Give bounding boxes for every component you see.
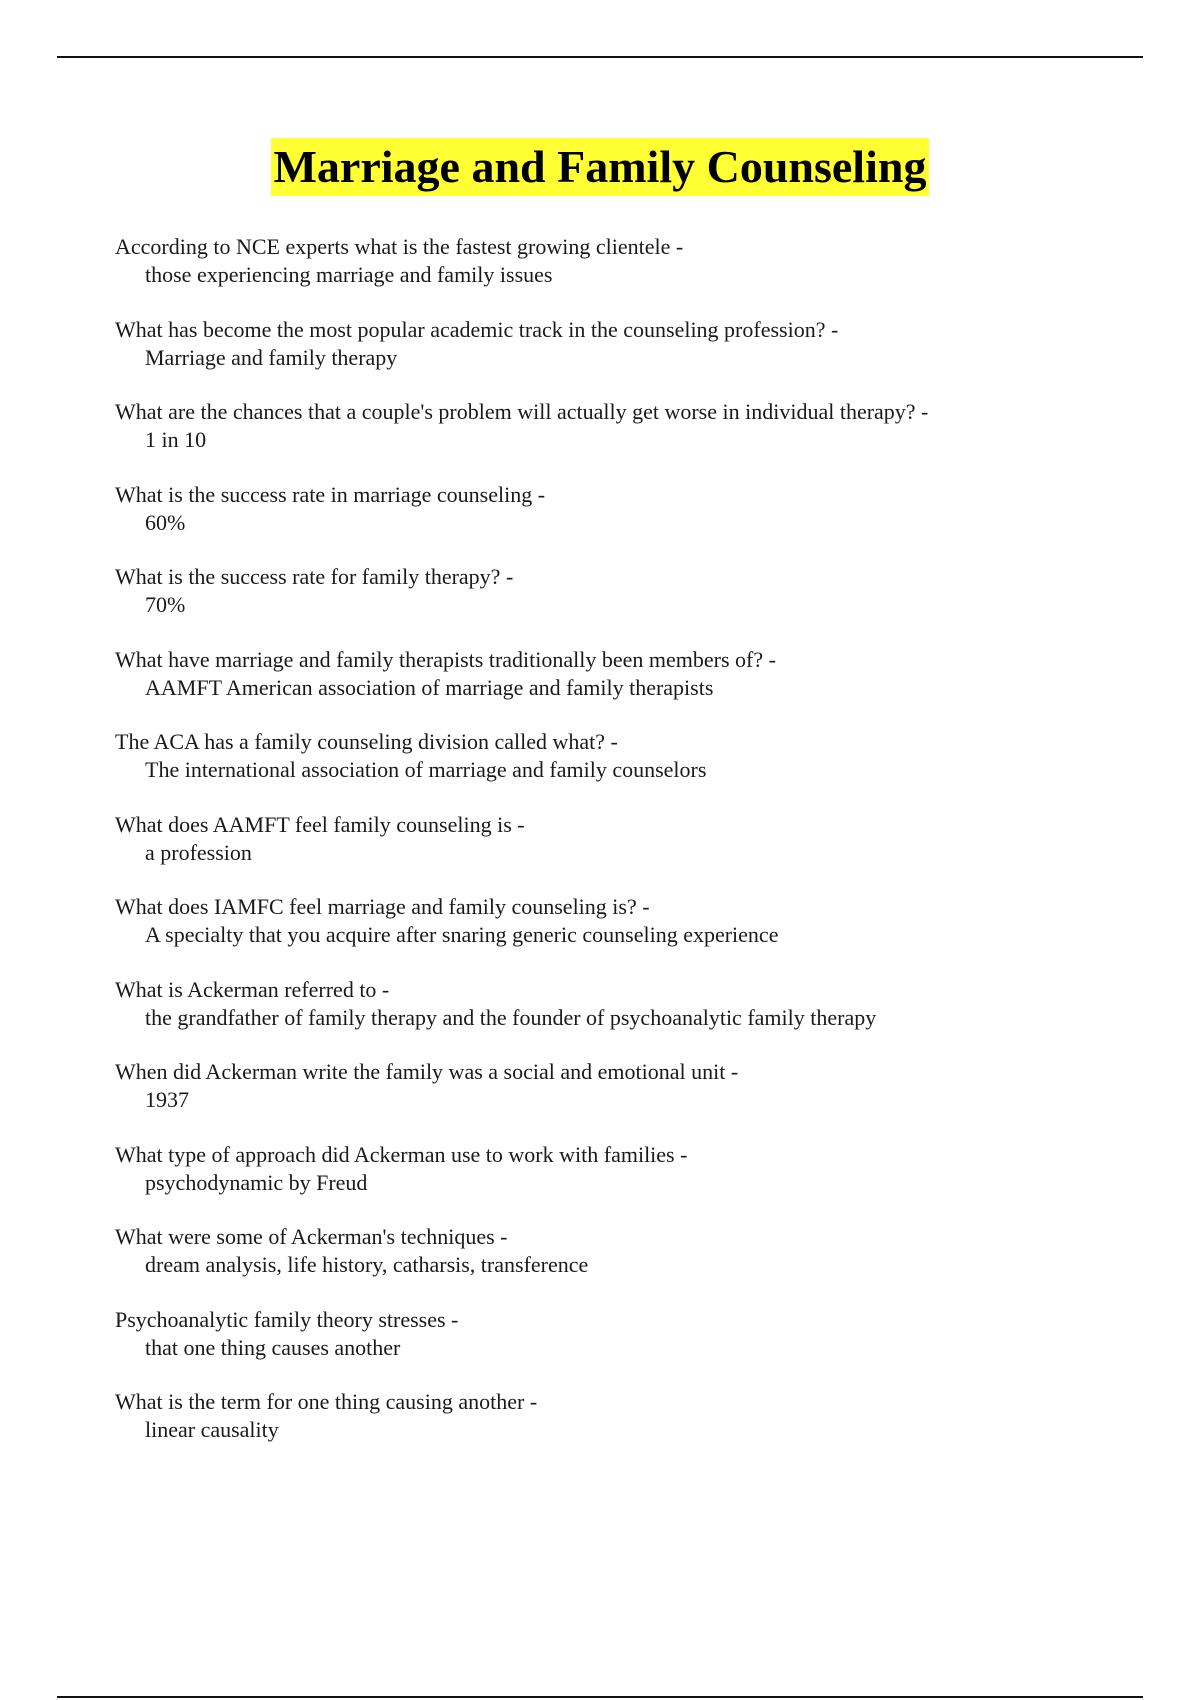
answer-text: 70% [145, 592, 186, 617]
qa-item [115, 233, 1075, 289]
qa-item [115, 1058, 1075, 1114]
question-text: When did Ackerman write the family was a social and emotional unit - [115, 1059, 739, 1084]
answer-text: linear causality [145, 1417, 279, 1442]
title-container [0, 138, 1200, 196]
qa-item [115, 811, 1075, 867]
qa-item [115, 1388, 1075, 1444]
question-text: What type of approach did Ackerman use to work with families - [115, 1141, 688, 1167]
question-text: What have marriage and family therapists traditionally been members of? - [115, 646, 776, 672]
question-text: Psychoanalytic family theory stresses - [115, 1306, 459, 1332]
answer-text: Marriage and family therapy [145, 344, 398, 370]
answer-text: dream analysis, life history, catharsis, transference [145, 1252, 589, 1277]
answer-text: those experiencing marriage and family issues [145, 262, 553, 287]
answer-text: 1 in 10 [145, 427, 207, 452]
answer-text: AAMFT American association of marriage and family therapists [145, 674, 714, 700]
question-text: According to NCE experts what is the fastest growing clientele - [115, 234, 684, 259]
qa-item [115, 976, 1075, 1032]
top-rule [57, 56, 1143, 58]
bottom-rule [57, 1696, 1143, 1698]
answer-text: a profession [145, 839, 252, 865]
question-text: What does IAMFC feel marriage and family counseling is? - [115, 894, 650, 919]
answer-text: that one thing causes another [145, 1334, 401, 1360]
question-text: What does AAMFT feel family counseling is - [115, 811, 525, 837]
answer-text: 60% [145, 509, 186, 535]
question-text: What is the success rate for family therapy? - [115, 564, 514, 589]
question-text: What are the chances that a couple's problem will actually get worse in individual therapy? - [115, 399, 929, 424]
qa-item [115, 481, 1075, 537]
qa-item [115, 1306, 1075, 1362]
question-text: What is the success rate in marriage counseling - [115, 481, 546, 507]
question-text: What is Ackerman referred to - [115, 976, 390, 1002]
qa-item [115, 563, 1075, 619]
qa-item [115, 1223, 1075, 1279]
answer-text: The international association of marriage and family counselors [145, 757, 707, 782]
qa-item [115, 646, 1075, 702]
page-title: Marriage and Family Counseling [271, 138, 930, 196]
qa-item [115, 1141, 1075, 1197]
answer-text: 1937 [145, 1087, 189, 1112]
qa-item [115, 316, 1075, 372]
question-text: What has become the most popular academic track in the counseling profession? - [115, 316, 839, 342]
question-text: What were some of Ackerman's techniques - [115, 1224, 508, 1249]
qa-list [115, 233, 1075, 1471]
answer-text: A specialty that you acquire after snaring generic counseling experience [145, 922, 779, 947]
qa-item [115, 398, 1075, 454]
answer-text: the grandfather of family therapy and the founder of psychoanalytic family therapy [145, 1004, 877, 1030]
qa-item [115, 893, 1075, 949]
question-text: The ACA has a family counseling division called what? - [115, 729, 618, 754]
question-text: What is the term for one thing causing another - [115, 1389, 538, 1414]
answer-text: psychodynamic by Freud [145, 1169, 368, 1195]
qa-item [115, 728, 1075, 784]
